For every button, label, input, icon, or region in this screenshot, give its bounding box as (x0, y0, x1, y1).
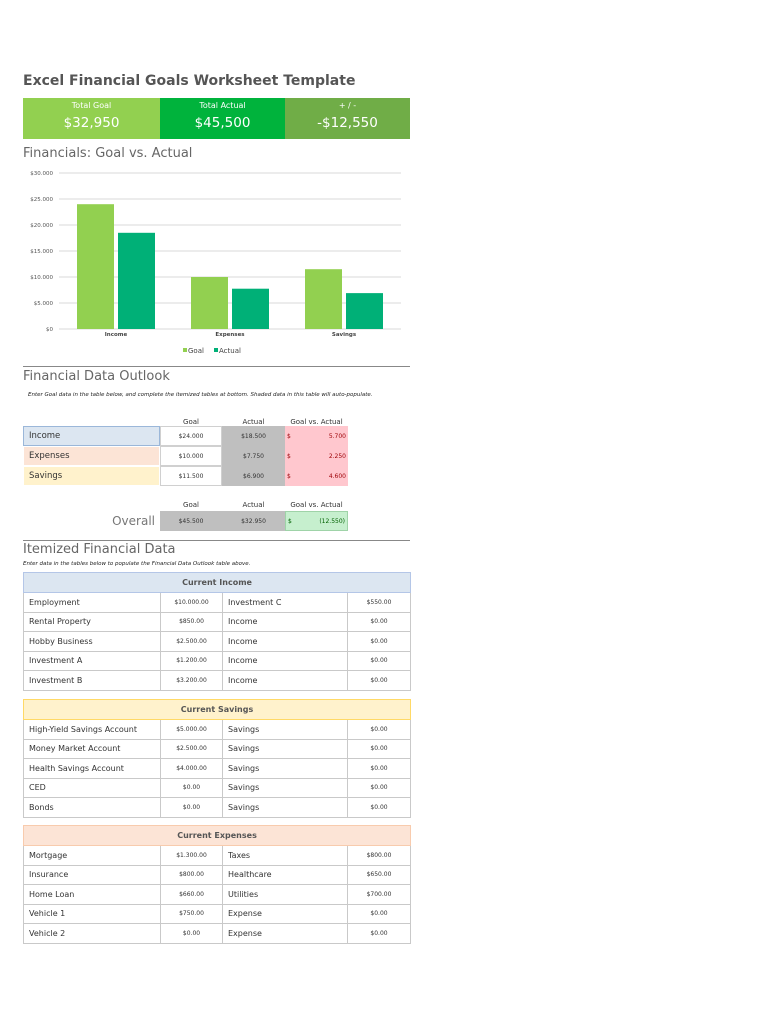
item-amount[interactable]: $650.00 (348, 865, 411, 885)
y-tick-label: $10.000 (30, 275, 53, 281)
legend-label: Goal (188, 347, 204, 355)
income-table (23, 572, 411, 691)
item-name[interactable]: Savings (223, 759, 348, 779)
y-tick-label: $25.000 (30, 197, 53, 203)
outlook-goal-value[interactable]: $10.000 (160, 446, 222, 466)
income-table-header: Current Income (24, 573, 411, 593)
item-amount[interactable]: $850.00 (161, 612, 223, 632)
table-row (24, 720, 411, 740)
item-amount[interactable]: $4.000.00 (161, 759, 223, 779)
goal-vs-actual-chart (23, 164, 410, 364)
legend-swatch (214, 348, 218, 352)
item-name[interactable]: Employment (24, 593, 161, 613)
outlook-title: Financial Data Outlook (23, 369, 170, 384)
table-row (24, 904, 411, 924)
item-name[interactable]: CED (24, 778, 161, 798)
total-actual-label: Total Actual (199, 101, 246, 110)
item-amount[interactable]: $0.00 (348, 904, 411, 924)
item-amount[interactable]: $0.00 (348, 778, 411, 798)
page-title: Excel Financial Goals Worksheet Template (23, 73, 356, 89)
divider (23, 366, 410, 367)
item-amount[interactable]: $2.500.00 (161, 739, 223, 759)
overall-actual-header: Actual (242, 501, 265, 509)
item-amount[interactable]: $0.00 (161, 778, 223, 798)
item-name[interactable]: Savings (223, 778, 348, 798)
x-tick-label: Expenses (215, 332, 245, 338)
item-name[interactable]: High-Yield Savings Account (24, 720, 161, 740)
table-row (24, 865, 411, 885)
total-goal-value: $32,950 (63, 115, 120, 131)
outlook-row-expenses (23, 446, 348, 466)
item-amount[interactable]: $700.00 (348, 885, 411, 905)
table-row (24, 885, 411, 905)
table-row (24, 739, 411, 759)
item-name[interactable]: Healthcare (223, 865, 348, 885)
table-row (24, 846, 411, 866)
outlook-row-label: Expenses (23, 446, 160, 466)
savings-table-header: Current Savings (24, 700, 411, 720)
overall-label: Overall (112, 514, 155, 528)
table-row (24, 632, 411, 652)
item-name[interactable]: Income (223, 632, 348, 652)
item-amount[interactable]: $0.00 (348, 798, 411, 818)
itemized-title: Itemized Financial Data (23, 542, 176, 557)
item-name[interactable]: Income (223, 612, 348, 632)
table-row (24, 593, 411, 613)
item-name[interactable]: Investment B (24, 671, 161, 691)
item-name[interactable]: Taxes (223, 846, 348, 866)
item-name[interactable]: Home Loan (24, 885, 161, 905)
table-row (24, 759, 411, 779)
item-name[interactable]: Bonds (24, 798, 161, 818)
item-amount[interactable]: $660.00 (161, 885, 223, 905)
item-amount[interactable]: $2.500.00 (161, 632, 223, 652)
item-name[interactable]: Income (223, 651, 348, 671)
bar-goal-expenses (191, 277, 228, 329)
table-row (24, 671, 411, 691)
expenses-table-header: Current Expenses (24, 826, 411, 846)
overall-gvd-header: Goal vs. Actual (290, 501, 343, 509)
item-name[interactable]: Investment C (223, 593, 348, 613)
currency-symbol: $ (287, 472, 291, 480)
table-row (24, 924, 411, 944)
outlook-actual-header: Actual (242, 418, 265, 426)
item-amount[interactable]: $800.00 (161, 865, 223, 885)
outlook-gvd-value (285, 466, 348, 486)
total-goal-label: Total Goal (71, 101, 112, 110)
item-name[interactable]: Insurance (24, 865, 161, 885)
item-name[interactable]: Expense (223, 904, 348, 924)
currency-symbol: $ (287, 432, 291, 440)
item-amount[interactable]: $0.00 (348, 671, 411, 691)
legend-swatch (183, 348, 187, 352)
item-name[interactable]: Savings (223, 720, 348, 740)
y-tick-label: $5.000 (33, 301, 53, 307)
outlook-gvd-header: Goal vs. Actual (290, 418, 343, 426)
total-actual-value: $45,500 (194, 115, 251, 131)
item-amount[interactable]: $0.00 (161, 798, 223, 818)
overall-goal-header: Goal (183, 501, 199, 509)
item-name[interactable]: Health Savings Account (24, 759, 161, 779)
table-row (24, 798, 411, 818)
item-amount[interactable]: $0.00 (348, 739, 411, 759)
chart-section-title: Financials: Goal vs. Actual (23, 146, 193, 161)
outlook-goal-value[interactable]: $24.000 (160, 426, 222, 446)
y-tick-label: $20.000 (30, 223, 53, 229)
divider (23, 540, 410, 541)
item-amount[interactable]: $10.000.00 (161, 593, 223, 613)
y-tick-label: $0 (46, 327, 53, 333)
item-name[interactable]: Investment A (24, 651, 161, 671)
overall-row (23, 511, 348, 531)
x-tick-label: Income (104, 332, 128, 338)
outlook-row-income (23, 426, 348, 446)
difference-value: -$12,550 (317, 115, 378, 131)
bar-actual-income (118, 233, 155, 329)
item-name[interactable]: Savings (223, 798, 348, 818)
item-amount[interactable]: $550.00 (348, 593, 411, 613)
total-actual-box (160, 98, 285, 139)
outlook-row-savings (23, 466, 348, 486)
overall-actual-value: $32.950 (222, 511, 285, 531)
item-amount[interactable]: $0.00 (348, 924, 411, 944)
item-name[interactable]: Utilities (223, 885, 348, 905)
outlook-gvd-value (285, 426, 348, 446)
table-row (24, 778, 411, 798)
item-name[interactable]: Savings (223, 739, 348, 759)
item-name[interactable]: Income (223, 671, 348, 691)
item-amount[interactable]: $0.00 (161, 924, 223, 944)
outlook-actual-value: $7.750 (222, 446, 285, 466)
outlook-actual-value: $18.500 (222, 426, 285, 446)
x-tick-label: Savings (331, 332, 357, 338)
bar-actual-expenses (232, 289, 269, 329)
y-tick-label: $15.000 (30, 249, 53, 255)
item-name[interactable]: Expense (223, 924, 348, 944)
outlook-table (23, 426, 348, 486)
item-name[interactable]: Vehicle 1 (24, 904, 161, 924)
item-name[interactable]: Rental Property (24, 612, 161, 632)
gvd-amount: 2.250 (328, 452, 346, 460)
outlook-row-label: Savings (23, 466, 160, 486)
bar-actual-savings (346, 293, 383, 329)
item-name[interactable]: Money Market Account (24, 739, 161, 759)
table-row (24, 651, 411, 671)
outlook-actual-value: $6.900 (222, 466, 285, 486)
legend-label: Actual (219, 347, 241, 355)
outlook-gvd-value (285, 446, 348, 466)
item-name[interactable]: Mortgage (24, 846, 161, 866)
currency-symbol: $ (287, 452, 291, 460)
itemized-note: Enter data in the tables below to populate the Financial Data Outlook table above. (23, 561, 251, 567)
outlook-goal-header: Goal (183, 418, 199, 426)
outlook-row-label: Income (23, 426, 160, 446)
table-row (24, 612, 411, 632)
item-amount[interactable]: $5.000.00 (161, 720, 223, 740)
overall-gvd-value (285, 511, 348, 531)
savings-table (23, 699, 411, 818)
item-amount[interactable]: $750.00 (161, 904, 223, 924)
item-name[interactable]: Hobby Business (24, 632, 161, 652)
expenses-table (23, 825, 411, 944)
item-amount[interactable]: $0.00 (348, 632, 411, 652)
item-name[interactable]: Vehicle 2 (24, 924, 161, 944)
outlook-note: Enter Goal data in the table below, and complete the itemized tables at bottom. Shaded data in this table will auto-populate. (28, 392, 373, 398)
item-amount[interactable]: $1.300.00 (161, 846, 223, 866)
outlook-goal-value[interactable]: $11.500 (160, 466, 222, 486)
item-amount[interactable]: $0.00 (348, 651, 411, 671)
gvd-amount: 5.700 (328, 432, 346, 440)
item-amount[interactable]: $3.200.00 (161, 671, 223, 691)
bar-goal-savings (305, 269, 342, 329)
bar-goal-income (77, 204, 114, 329)
item-amount[interactable]: $0.00 (348, 720, 411, 740)
item-amount[interactable]: $0.00 (348, 612, 411, 632)
item-amount[interactable]: $1.200.00 (161, 651, 223, 671)
total-goal-box (23, 98, 160, 139)
overall-goal-value: $45.500 (160, 511, 222, 531)
gvd-amount: (12.550) (319, 517, 345, 525)
item-amount[interactable]: $800.00 (348, 846, 411, 866)
difference-label: + / - (338, 101, 357, 110)
gvd-amount: 4.600 (328, 472, 346, 480)
y-tick-label: $30.000 (30, 171, 53, 177)
currency-symbol: $ (288, 517, 292, 525)
difference-box (285, 98, 410, 139)
item-amount[interactable]: $0.00 (348, 759, 411, 779)
